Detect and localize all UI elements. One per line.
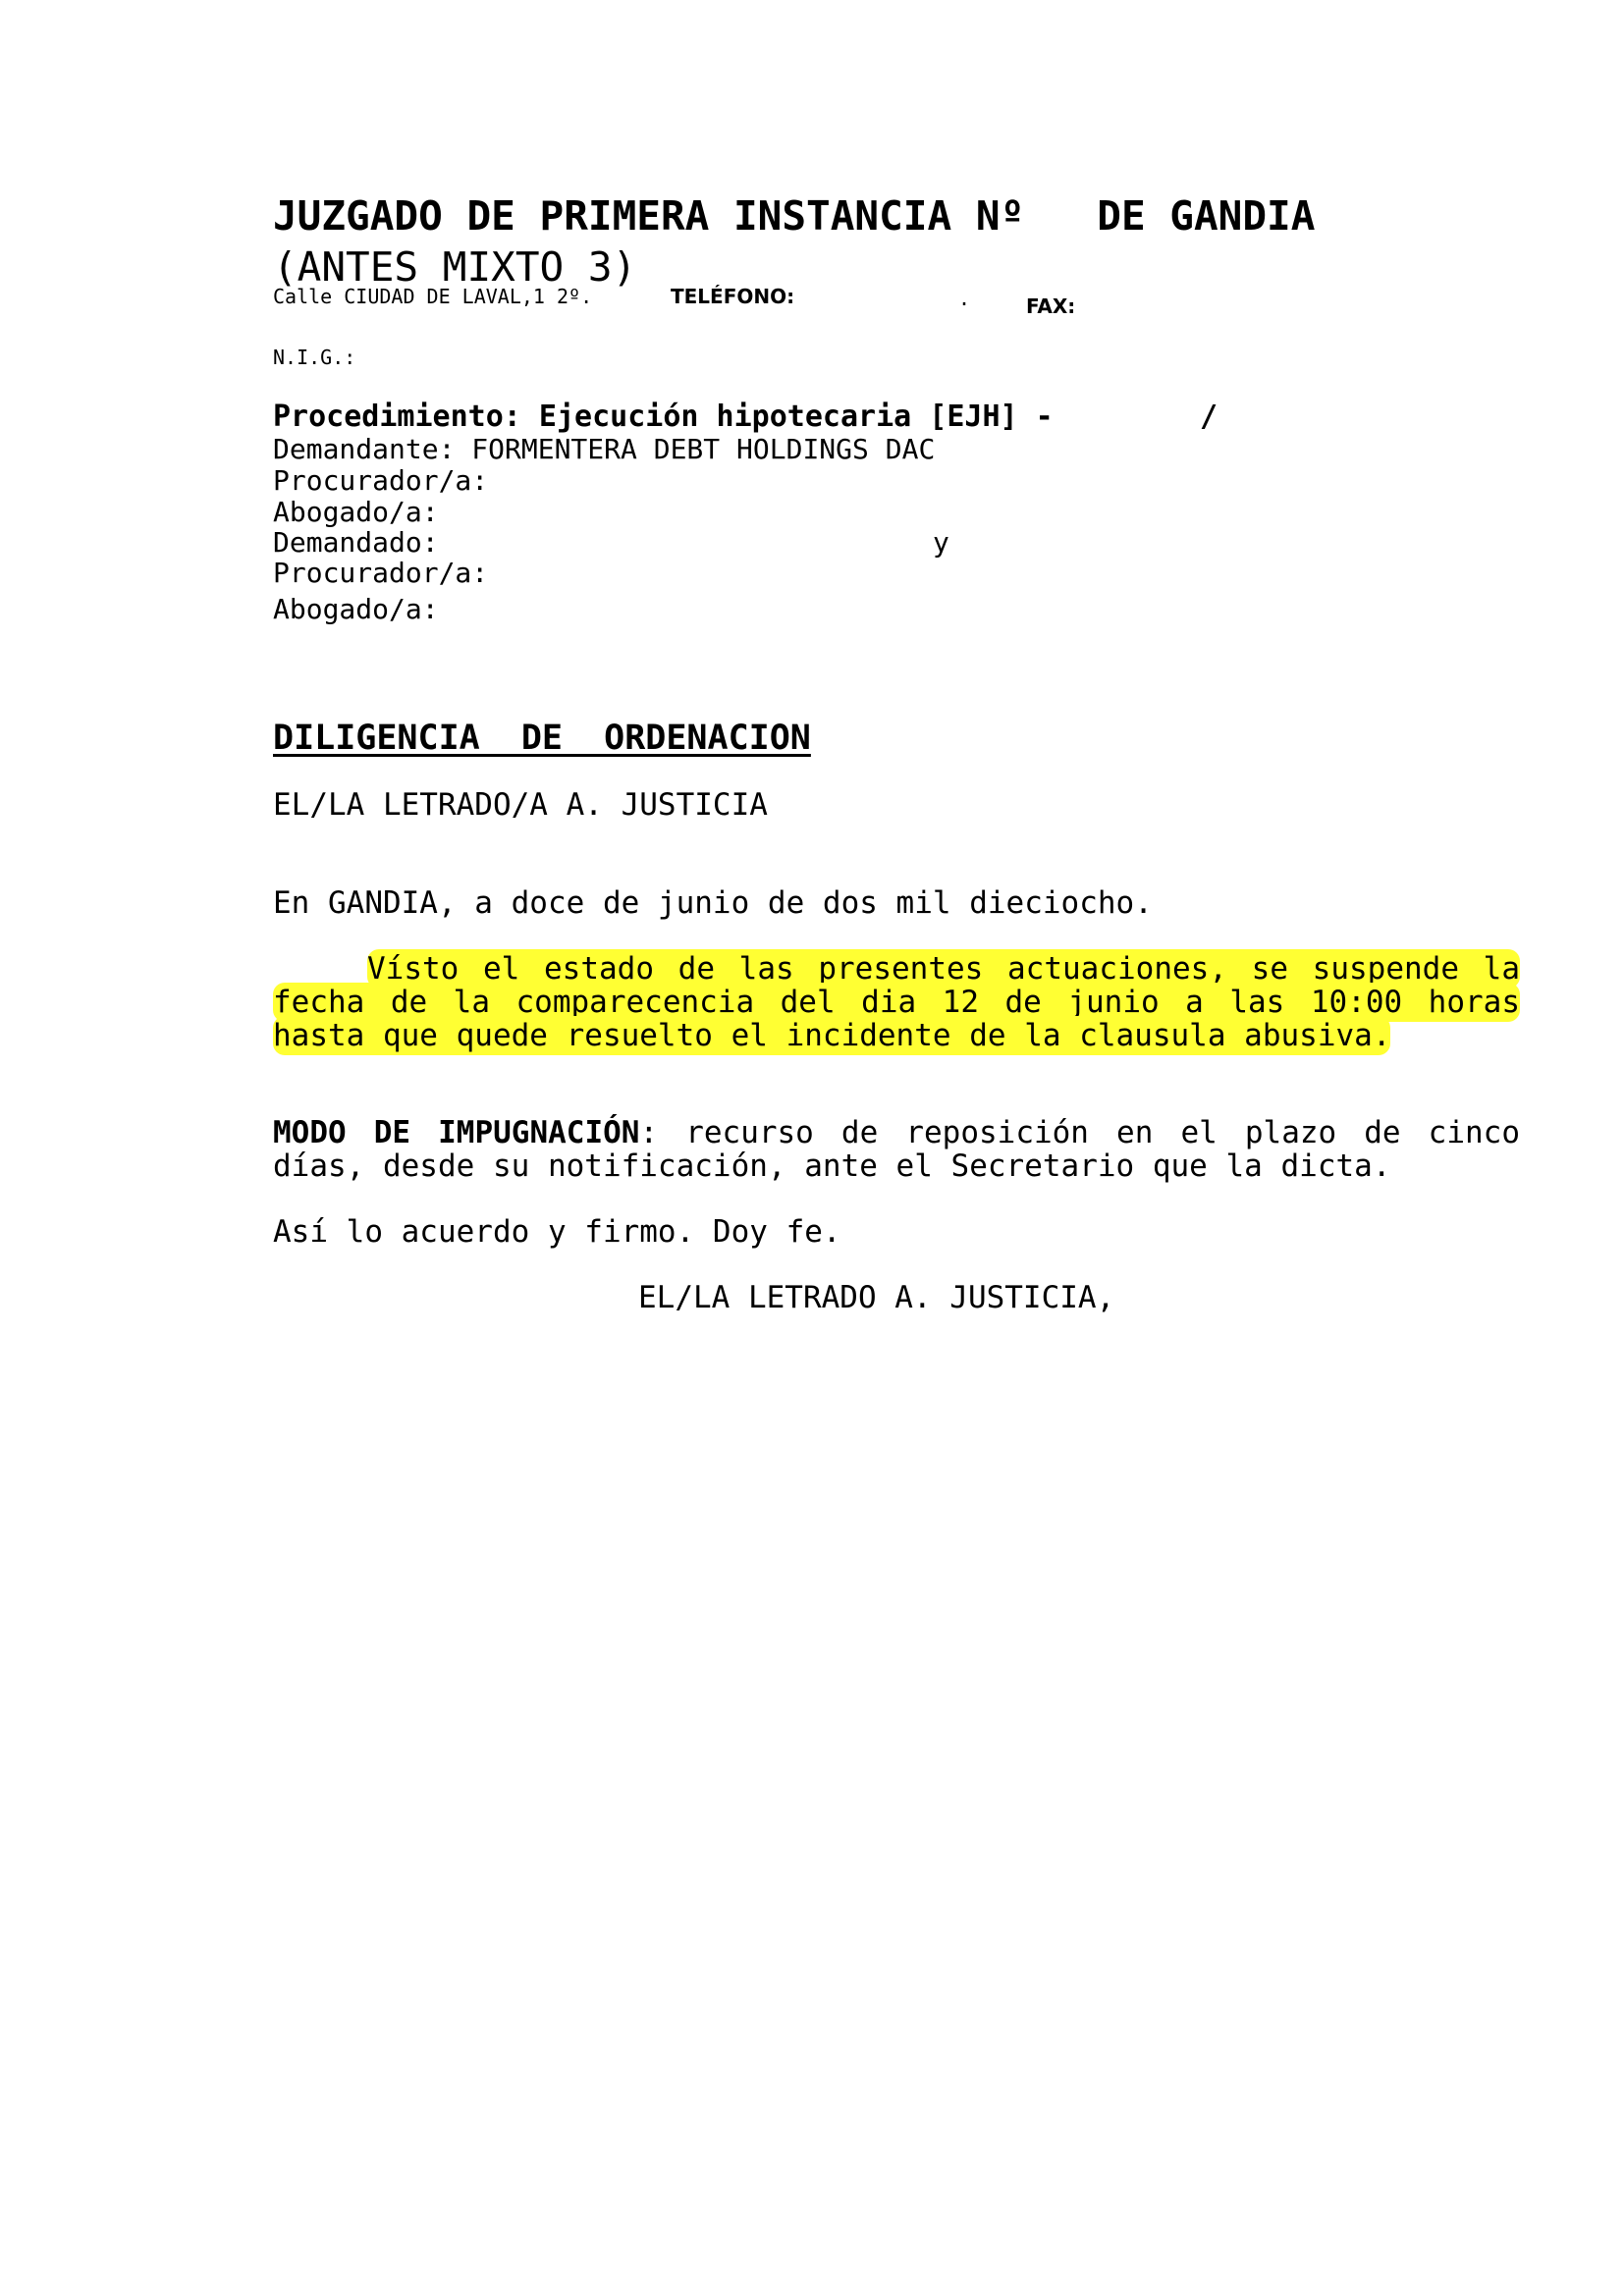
defendant-conjunction: y — [933, 526, 949, 559]
phone-separator: . — [958, 287, 971, 310]
court-name: JUZGADO DE PRIMERA INSTANCIA Nº DE GANDIA — [273, 192, 1316, 240]
fax-label: FAX: — [1026, 294, 1076, 318]
nig-label: N.I.G.: — [273, 346, 356, 369]
document-heading: DILIGENCIA DE ORDENACION — [273, 719, 811, 758]
plaintiff-lawyer-line: Abogado/a: — [273, 496, 439, 528]
court-former-name: (ANTES MIXTO 3) — [273, 243, 637, 291]
appeal-paragraph — [273, 1116, 1520, 1183]
defendant-line: Demandado: — [273, 526, 439, 559]
highlighted-text: Vísto el estado de las presentes actuaciones, se suspende la fecha de la comparecencia del dia 12 de junio a las 10:00 horas hasta que quede resuelto el incidente de la clausula abusiva. — [273, 951, 1520, 1053]
appeal-label: MODO DE IMPUGNACIÓN — [273, 1115, 640, 1150]
procedure-slash: / — [1200, 400, 1218, 434]
plaintiff-line: Demandante: FORMENTERA DEBT HOLDINGS DAC — [273, 433, 936, 465]
court-address: Calle CIUDAD DE LAVAL,1 2º. — [273, 285, 593, 308]
defendant-procurator-line: Procurador/a: — [273, 557, 489, 589]
defendant-lawyer-line: Abogado/a: — [273, 593, 439, 625]
phone-label: TELÉFONO: — [671, 285, 795, 308]
place-date-line: En GANDIA, a doce de junio de dos mil dieciocho. — [273, 885, 1153, 921]
highlighted-paragraph — [273, 952, 1520, 1052]
appeal-text: : recurso de reposición en el plazo de cinco días, desde su notificación, ante el Secretario que la dicta. — [273, 1115, 1521, 1184]
issuer-line: EL/LA LETRADO/A A. JUSTICIA — [273, 787, 768, 823]
procedure-title: Procedimiento: Ejecución hipotecaria [EJH] - — [273, 400, 1054, 434]
closing-line: Así lo acuerdo y firmo. Doy fe. — [273, 1214, 841, 1250]
signature-line: EL/LA LETRADO A. JUSTICIA, — [638, 1280, 1115, 1315]
plaintiff-procurator-line: Procurador/a: — [273, 464, 489, 497]
